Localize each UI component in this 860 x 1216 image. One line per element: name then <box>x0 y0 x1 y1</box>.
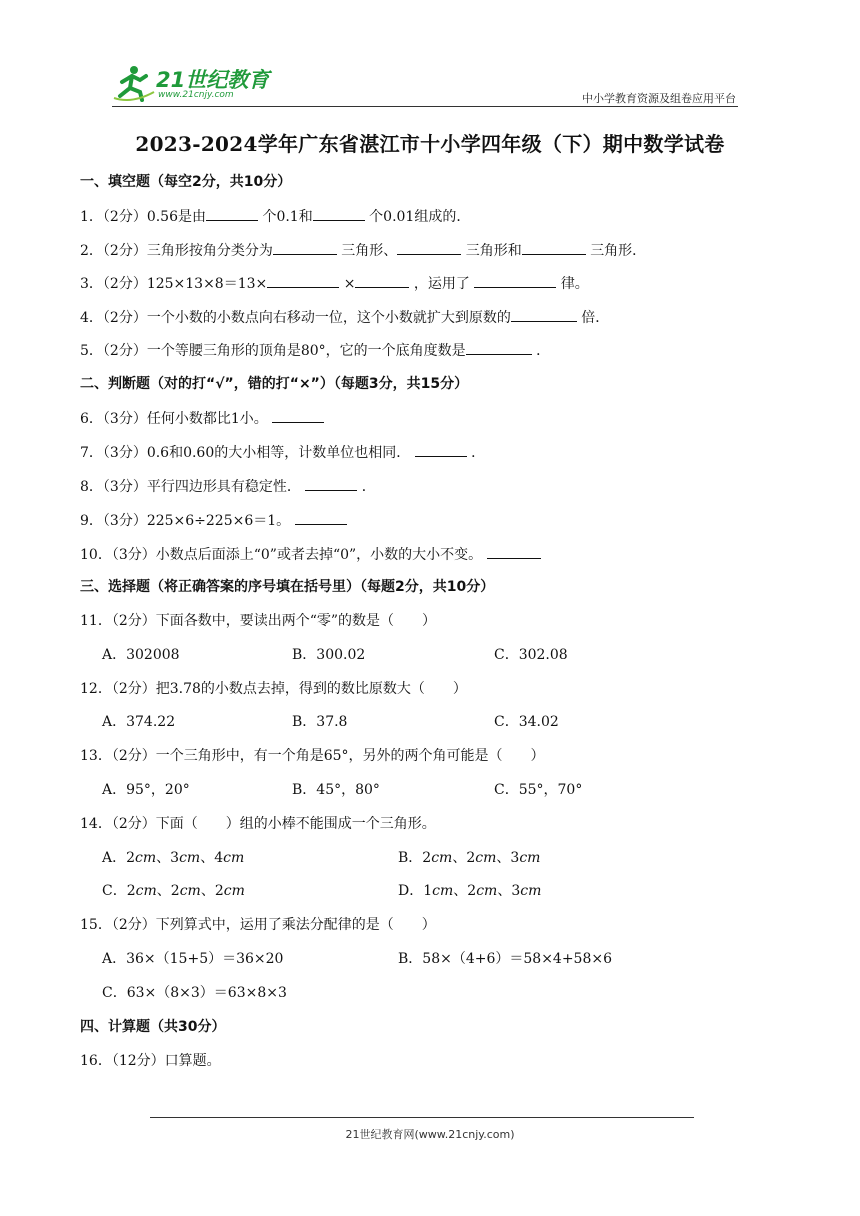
question-text: ． <box>361 479 376 495</box>
question-text: 3．（2分）125×13×8＝13× <box>80 276 268 292</box>
question-text: 5．（2分）一个等腰三角形的顶角是80°，它的一个底角度数是 <box>80 343 466 359</box>
answer-blank[interactable] <box>295 510 347 525</box>
header-divider <box>112 106 738 107</box>
separator: 、 <box>156 883 171 899</box>
answer-blank[interactable] <box>397 240 461 255</box>
length-value: 4 <box>214 850 224 866</box>
answer-blank[interactable] <box>474 273 556 288</box>
option-c[interactable]: C．34.02 <box>494 714 559 730</box>
answer-blank[interactable] <box>273 240 337 255</box>
question-3 <box>80 273 589 294</box>
length-value: 2 <box>170 883 180 899</box>
question-text: × <box>343 276 356 292</box>
section-heading-true-false: 二、判断题（对的打“√”，错的打“×”）（每题3分，共15分） <box>80 376 469 392</box>
answer-blank[interactable] <box>313 206 365 221</box>
option-c[interactable]: C．55°，70° <box>494 782 583 798</box>
option-d[interactable] <box>398 881 541 901</box>
question-12: 12．（2分）把3.78的小数点去掉，得到的数比原数大（ ） <box>80 681 467 697</box>
question-7 <box>80 442 485 463</box>
question-8 <box>80 476 376 497</box>
answer-blank[interactable] <box>206 206 258 221</box>
question-9 <box>80 510 347 531</box>
answer-blank[interactable] <box>305 476 357 491</box>
option-a[interactable]: A．95°，20° <box>102 782 190 798</box>
question-text: 个0.1和 <box>262 209 313 225</box>
unit: cm <box>135 850 157 866</box>
length-value: 2 <box>126 883 136 899</box>
option-a[interactable] <box>102 848 244 868</box>
section-heading-fill-blank: 一、填空题（每空2分，共10分） <box>80 174 292 190</box>
answer-blank[interactable] <box>267 273 339 288</box>
question-text: 倍． <box>581 310 610 326</box>
question-13: 13．（2分）一个三角形中，有一个角是65°，另外的两个角可能是（ ） <box>80 748 545 764</box>
option-c[interactable]: C．63×（8×3）＝63×8×3 <box>102 985 287 1001</box>
length-value: 3 <box>170 850 180 866</box>
option-label: A． <box>102 850 127 866</box>
answer-blank[interactable] <box>415 442 467 457</box>
question-10 <box>80 544 541 565</box>
answer-blank[interactable] <box>522 240 586 255</box>
unit: cm <box>519 850 541 866</box>
logo <box>112 62 272 106</box>
question-text: 2．（2分）三角形按角分类分为 <box>80 243 273 259</box>
question-text: ． <box>536 343 551 359</box>
logo-text: 21世纪教育 <box>156 68 270 92</box>
separator: 、 <box>452 850 467 866</box>
question-text: 4．（2分）一个小数的小数点向右移动一位，这个小数就扩大到原数的 <box>80 310 511 326</box>
footer-divider <box>150 1117 694 1118</box>
separator: 、 <box>497 883 512 899</box>
separator: 、 <box>453 883 468 899</box>
option-label: D． <box>398 883 424 899</box>
separator: 、 <box>496 850 511 866</box>
unit: cm <box>179 850 201 866</box>
unit: cm <box>475 850 497 866</box>
question-text: 8．（3分）平行四边形具有稳定性． <box>80 479 301 495</box>
length-value: 2 <box>422 850 432 866</box>
question-text: ． <box>471 445 486 461</box>
option-a[interactable]: A．302008 <box>102 647 180 663</box>
option-a[interactable]: A．36×（15+5）＝36×20 <box>102 951 284 967</box>
answer-blank[interactable] <box>272 408 324 423</box>
length-value: 2 <box>214 883 224 899</box>
page-footer: 21世纪教育网(www.21cnjy.com) <box>345 1128 515 1141</box>
section-heading-multiple-choice: 三、选择题（将正确答案的序号填在括号里）（每题2分，共10分） <box>80 579 495 595</box>
unit: cm <box>476 883 498 899</box>
option-b[interactable] <box>398 848 540 868</box>
question-15: 15．（2分）下列算式中，运用了乘法分配律的是（ ） <box>80 917 436 933</box>
question-14: 14．（2分）下面（ ）组的小棒不能围成一个三角形。 <box>80 816 436 832</box>
separator: 、 <box>200 850 215 866</box>
question-text: 6．（3分）任何小数都比1小。 <box>80 411 268 427</box>
question-text: 三角形、 <box>341 243 398 259</box>
unit: cm <box>432 883 454 899</box>
answer-blank[interactable] <box>466 340 532 355</box>
unit: cm <box>431 850 453 866</box>
option-b[interactable]: B．58×（4+6）＝58×4+58×6 <box>398 951 613 967</box>
unit: cm <box>223 850 245 866</box>
length-value: 3 <box>511 883 521 899</box>
unit: cm <box>135 883 157 899</box>
question-text: 7．（3分）0.6和0.60的大小相等，计数单位也相同． <box>80 445 411 461</box>
option-b[interactable]: B．45°，80° <box>292 782 380 798</box>
option-label: B． <box>398 850 423 866</box>
option-label: C． <box>102 883 127 899</box>
separator: 、 <box>200 883 215 899</box>
question-1 <box>80 206 470 227</box>
option-b[interactable]: B．300.02 <box>292 647 366 663</box>
answer-blank[interactable] <box>487 544 541 559</box>
question-2 <box>80 240 646 261</box>
answer-blank[interactable] <box>355 273 409 288</box>
logo-url: www.21cnjy.com <box>158 90 234 100</box>
length-value: 1 <box>423 883 433 899</box>
option-b[interactable]: B．37.8 <box>292 714 348 730</box>
question-5 <box>80 340 550 361</box>
question-6 <box>80 408 324 429</box>
length-value: 2 <box>126 850 136 866</box>
question-11: 11．（2分）下面各数中，要读出两个“零”的数是（ ） <box>80 613 437 629</box>
unit: cm <box>520 883 542 899</box>
length-value: 3 <box>510 850 520 866</box>
question-text: 1．（2分）0.56是由 <box>80 209 206 225</box>
length-value: 2 <box>467 883 477 899</box>
question-text: ，运用了 <box>413 276 470 292</box>
option-a[interactable]: A．374.22 <box>102 714 176 730</box>
runner-logo-icon <box>112 62 156 102</box>
option-c[interactable]: C．302.08 <box>494 647 568 663</box>
separator: 、 <box>156 850 171 866</box>
answer-blank[interactable] <box>511 307 577 322</box>
section-heading-calculation: 四、计算题（共30分） <box>80 1019 226 1035</box>
question-text: 10．（3分）小数点后面添上“0”或者去掉“0”，小数的大小不变。 <box>80 547 483 563</box>
question-16: 16．（12分）口算题。 <box>80 1053 221 1069</box>
length-value: 2 <box>466 850 476 866</box>
question-text: 律。 <box>560 276 589 292</box>
question-text: 三角形和 <box>465 243 522 259</box>
unit: cm <box>223 883 245 899</box>
platform-name: 中小学教育资源及组卷应用平台 <box>582 92 736 105</box>
unit: cm <box>179 883 201 899</box>
page-header <box>0 0 860 110</box>
question-text: 个0.01组成的． <box>369 209 471 225</box>
option-c[interactable] <box>102 881 245 901</box>
question-text: 三角形． <box>590 243 647 259</box>
page-title: 2023-2024学年广东省湛江市十小学四年级（下）期中数学试卷 <box>135 132 725 156</box>
question-4 <box>80 307 609 328</box>
question-text: 9．（3分）225×6÷225×6＝1。 <box>80 513 291 529</box>
